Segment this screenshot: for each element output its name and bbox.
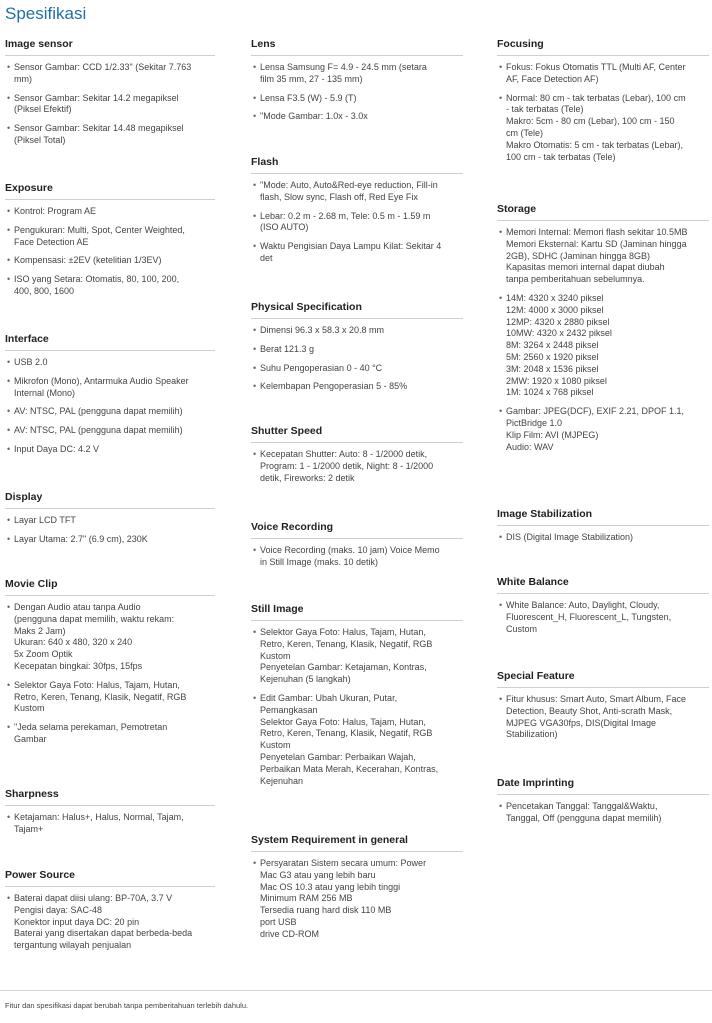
spec-line: tanpa pemberitahuan sebelumnya. bbox=[506, 274, 645, 285]
spec-line: Stabilization) bbox=[506, 729, 558, 740]
spec-item bbox=[251, 62, 463, 86]
spec-item bbox=[5, 515, 215, 527]
spec-list bbox=[497, 227, 709, 453]
spec-item bbox=[251, 111, 463, 123]
spec-line: Kecepatan bingkai: 30fps, 15fps bbox=[14, 660, 143, 671]
spec-line: Custom bbox=[506, 623, 538, 634]
spec-item bbox=[5, 534, 215, 546]
spec-line: • Kelembapan Pengoperasian 5 - 85% bbox=[260, 381, 408, 392]
spec-item bbox=[497, 62, 709, 86]
section-heading: Physical Specification bbox=[251, 301, 463, 319]
spec-list bbox=[497, 801, 709, 825]
spec-line: Klip Film: AVI (MJPEG) bbox=[506, 429, 599, 440]
spec-item bbox=[251, 381, 463, 393]
spec-list bbox=[497, 694, 709, 741]
spec-line: Audio: WAV bbox=[506, 441, 554, 452]
spec-line: Konektor input daya DC: 20 pin bbox=[14, 916, 140, 927]
spec-item bbox=[251, 344, 463, 356]
spec-list bbox=[5, 602, 215, 746]
section-image-sensor bbox=[5, 38, 215, 154]
spec-line: • Ketajaman: Halus+, Halus, Normal, Tajam, bbox=[14, 812, 184, 822]
spec-line: 8M: 3264 x 2448 piksel bbox=[506, 340, 599, 351]
section-sharpness bbox=[5, 788, 215, 843]
section-date-imprinting bbox=[497, 777, 709, 832]
spec-line: • DIS (Digital Image Stabilization) bbox=[506, 532, 634, 542]
spec-list bbox=[251, 858, 463, 941]
spec-line: in Still Image (maks. 10 detik) bbox=[260, 556, 379, 567]
spec-list bbox=[251, 545, 463, 569]
spec-line: • Selektor Gaya Foto: Halus, Tajam, Hutan, bbox=[260, 627, 426, 637]
section-heading: Interface bbox=[5, 333, 215, 351]
spec-item bbox=[497, 406, 709, 453]
spec-line: Kejenuhan (5 langkah) bbox=[260, 674, 351, 685]
spec-item bbox=[5, 425, 215, 437]
section-heading: White Balance bbox=[497, 576, 709, 594]
spec-line: Program: 1 - 1/2000 detik, Night: 8 - 1/2000 bbox=[260, 460, 434, 471]
spec-line: • Suhu Pengoperasian 0 - 40 °C bbox=[260, 362, 383, 373]
section-physical bbox=[251, 301, 463, 400]
spec-line: • Berat 121.3 g bbox=[260, 343, 315, 354]
spec-item bbox=[251, 363, 463, 375]
section-white-balance bbox=[497, 576, 709, 642]
spec-item bbox=[5, 255, 215, 267]
spec-line: Tanggal, Off (pengguna dapat memilih) bbox=[506, 812, 662, 823]
spec-line: mm) bbox=[14, 73, 32, 84]
spec-line: • ISO yang Setara: Otomatis, 80, 100, 200, bbox=[14, 274, 180, 285]
spec-item bbox=[497, 227, 709, 286]
spec-item bbox=[497, 93, 709, 164]
section-system-requirement bbox=[251, 834, 463, 948]
spec-item bbox=[5, 722, 215, 746]
section-heading: Image Stabilization bbox=[497, 508, 709, 526]
section-interface bbox=[5, 333, 215, 463]
section-power-source bbox=[5, 869, 215, 959]
spec-list bbox=[5, 515, 215, 546]
spec-line: port USB bbox=[260, 916, 297, 927]
spec-line: Face Detection AE bbox=[14, 236, 89, 247]
spec-line: Tersedia ruang hard disk 110 MB bbox=[260, 905, 392, 916]
spec-line: • White Balance: Auto, Daylight, Cloudy, bbox=[506, 600, 660, 610]
spec-line: Kustom bbox=[260, 650, 291, 661]
spec-item bbox=[5, 893, 215, 952]
spec-item bbox=[497, 600, 709, 635]
spec-line: • Selektor Gaya Foto: Halus, Tajam, Hutan, bbox=[14, 679, 180, 690]
spec-line: • AV: NTSC, PAL (pengguna dapat memilih) bbox=[14, 406, 183, 417]
spec-item bbox=[5, 123, 215, 147]
spec-line: • Layar LCD TFT bbox=[14, 515, 76, 525]
spec-item bbox=[5, 602, 215, 673]
spec-list bbox=[251, 627, 463, 787]
spec-list bbox=[5, 62, 215, 147]
spec-line: Maks 2 Jam) bbox=[14, 625, 66, 636]
spec-item bbox=[5, 812, 215, 836]
spec-list bbox=[497, 62, 709, 163]
spec-line: Mac G3 atau yang lebih baru bbox=[260, 869, 376, 880]
spec-line: 2MW: 1920 x 1080 piksel bbox=[506, 375, 607, 386]
spec-line: • Kecepatan Shutter: Auto: 8 - 1/2000 detik, bbox=[260, 449, 428, 459]
spec-line: (Piksel Efektif) bbox=[14, 104, 72, 115]
spec-line: 12M: 4000 x 3000 piksel bbox=[506, 304, 604, 315]
spec-item bbox=[497, 532, 709, 544]
spec-line: • USB 2.0 bbox=[14, 357, 48, 367]
spec-item bbox=[5, 680, 215, 715]
spec-line: • Dengan Audio atau tanpa Audio bbox=[14, 602, 141, 612]
section-lens bbox=[251, 38, 463, 130]
spec-line: 400, 800, 1600 bbox=[14, 285, 75, 296]
spec-line: Detection, Beauty Shot, Anti-scrath Mask, bbox=[506, 705, 673, 716]
spec-list bbox=[5, 893, 215, 952]
spec-item bbox=[251, 241, 463, 265]
spec-line: 10MW: 4320 x 2432 piksel bbox=[506, 328, 612, 339]
section-heading: Storage bbox=[497, 203, 709, 221]
section-shutter-speed bbox=[251, 425, 463, 491]
spec-line: • Voice Recording (maks. 10 jam) Voice Memo bbox=[260, 545, 440, 555]
spec-line: • Sensor Gambar: Sekitar 14.2 megapiksel bbox=[14, 92, 179, 103]
spec-list bbox=[5, 357, 215, 456]
section-heading: Display bbox=[5, 491, 215, 509]
spec-line: Retro, Keren, Tenang, Klasik, Negatif, RGB bbox=[14, 691, 187, 702]
spec-line: • Kontrol: Program AE bbox=[14, 206, 97, 216]
section-heading: Image sensor bbox=[5, 38, 215, 56]
spec-line: Makro: 5cm - 80 cm (Lebar), 100 cm - 150 bbox=[506, 116, 675, 127]
spec-list bbox=[497, 532, 709, 544]
spec-line: • Input Daya DC: 4.2 V bbox=[14, 443, 100, 454]
spec-item bbox=[5, 406, 215, 418]
spec-item bbox=[5, 444, 215, 456]
spec-line: • Fokus: Fokus Otomatis TTL (Multi AF, Center bbox=[506, 62, 686, 72]
spec-item bbox=[251, 545, 463, 569]
spec-item bbox=[251, 449, 463, 484]
spec-line: (ISO AUTO) bbox=[260, 222, 309, 233]
section-exposure bbox=[5, 182, 215, 305]
spec-line: • Lebar: 0.2 m - 2.68 m, Tele: 0.5 m - 1.59 m bbox=[260, 210, 431, 221]
spec-line: • Edit Gambar: Ubah Ukuran, Putar, bbox=[260, 692, 398, 703]
spec-line: Fluorescent_H, Fluorescent_L, Tungsten, bbox=[506, 611, 672, 622]
spec-line: • Persyaratan Sistem secara umum: Power bbox=[260, 858, 427, 868]
spec-line: Internal (Mono) bbox=[14, 387, 76, 398]
spec-line: • Waktu Pengisian Daya Lampu Kilat: Sekitar 4 bbox=[260, 241, 442, 252]
footer-note: Fitur dan spesifikasi dapat berubah tanpa pemberitahuan terlebih dahulu. bbox=[5, 1001, 249, 1010]
spec-line: • "Mode Gambar: 1.0x - 3.0x bbox=[260, 111, 368, 122]
spec-line: film 35 mm, 27 - 135 mm) bbox=[260, 73, 363, 84]
spec-line: • "Mode: Auto, Auto&Red-eye reduction, Fill-in bbox=[260, 180, 438, 190]
spec-line: Kustom bbox=[260, 740, 291, 751]
spec-line: • Dimensi 96.3 x 58.3 x 20.8 mm bbox=[260, 325, 385, 335]
section-special-feature bbox=[497, 670, 709, 748]
spec-item bbox=[497, 694, 709, 741]
spec-list bbox=[251, 180, 463, 265]
section-flash bbox=[251, 156, 463, 272]
spec-line: • Sensor Gambar: CCD 1/2.33" (Sekitar 7.763 bbox=[14, 62, 192, 72]
spec-line: • Mikrofon (Mono), Antarmuka Audio Speaker bbox=[14, 375, 189, 386]
section-heading: Focusing bbox=[497, 38, 709, 56]
spec-line: • Fitur khusus: Smart Auto, Smart Album, Face bbox=[506, 694, 687, 704]
spec-item bbox=[5, 225, 215, 249]
spec-line: • Baterai dapat diisi ulang: BP-70A, 3.7 V bbox=[14, 893, 173, 903]
spec-line: tergantung wilayah penjualan bbox=[14, 940, 132, 951]
spec-line: Makro Otomatis: 5 cm - tak terbatas (Lebar), bbox=[506, 139, 684, 150]
spec-line: • Sensor Gambar: Sekitar 14.48 megapiksel bbox=[14, 123, 184, 134]
section-heading: Lens bbox=[251, 38, 463, 56]
spec-item bbox=[5, 376, 215, 400]
section-heading: Special Feature bbox=[497, 670, 709, 688]
spec-line: • Kompensasi: ±2EV (ketelitian 1/3EV) bbox=[14, 255, 162, 266]
spec-item bbox=[5, 274, 215, 298]
spec-item bbox=[251, 93, 463, 105]
page-title: Spesifikasi bbox=[5, 4, 87, 23]
spec-item bbox=[251, 627, 463, 686]
section-heading: Date Imprinting bbox=[497, 777, 709, 795]
spec-line: Retro, Keren, Tenang, Klasik, Negatif, RGB bbox=[260, 728, 433, 739]
spec-item bbox=[251, 325, 463, 337]
spec-item bbox=[5, 357, 215, 369]
footer-divider bbox=[0, 990, 712, 991]
spec-line: - tak terbatas (Tele) bbox=[506, 104, 584, 115]
spec-item bbox=[251, 693, 463, 787]
spec-line: 100 cm - tak terbatas (Tele) bbox=[506, 151, 616, 162]
section-still-image bbox=[251, 603, 463, 794]
section-heading: Sharpness bbox=[5, 788, 215, 806]
spec-line: 3M: 2048 x 1536 piksel bbox=[506, 363, 599, 374]
spec-line: Tajam+ bbox=[14, 823, 44, 834]
spec-line: Pemangkasan bbox=[260, 704, 318, 715]
spec-line: Kustom bbox=[14, 703, 45, 714]
spec-line: • Gambar: JPEG(DCF), EXIF 2.21, DPOF 1.1, bbox=[506, 406, 685, 417]
spec-line: • Normal: 80 cm - tak terbatas (Lebar), 100 cm bbox=[506, 92, 686, 103]
spec-line: det bbox=[260, 252, 273, 263]
spec-line: • 14M: 4320 x 3240 piksel bbox=[506, 292, 604, 303]
section-heading: Power Source bbox=[5, 869, 215, 887]
spec-list bbox=[5, 812, 215, 836]
spec-item bbox=[251, 211, 463, 235]
spec-line: Baterai yang disertakan dapat berbeda-beda bbox=[14, 928, 193, 939]
spec-line: 5x Zoom Optik bbox=[14, 649, 73, 660]
spec-line: Selektor Gaya Foto: Halus, Tajam, Hutan, bbox=[260, 716, 426, 727]
spec-line: Perbaikan Mata Merah, Kecerahan, Kontras, bbox=[260, 763, 439, 774]
spec-line: Pengisi daya: SAC-48 bbox=[14, 904, 103, 915]
spec-line: 1M: 1024 x 768 piksel bbox=[506, 387, 594, 398]
spec-line: • Lensa Samsung F= 4.9 - 24.5 mm (setara bbox=[260, 62, 427, 72]
spec-item bbox=[497, 293, 709, 399]
spec-line: drive CD-ROM bbox=[260, 928, 320, 939]
section-heading: Flash bbox=[251, 156, 463, 174]
spec-line: cm (Tele) bbox=[506, 127, 544, 138]
spec-line: (pengguna dapat memilih, waktu rekam: bbox=[14, 613, 175, 624]
spec-line: Mac OS 10.3 atau yang lebih tinggi bbox=[260, 881, 401, 892]
spec-line: • Memori Internal: Memori flash sekitar 10.5MB bbox=[506, 227, 688, 237]
spec-line: Penyetelan Gambar: Ketajaman, Kontras, bbox=[260, 662, 427, 673]
spec-line: flash, Slow sync, Flash off, Red Eye Fix bbox=[260, 191, 418, 202]
section-heading: System Requirement in general bbox=[251, 834, 463, 852]
spec-line: 5M: 2560 x 1920 piksel bbox=[506, 351, 599, 362]
spec-line: • Lensa F3.5 (W) - 5.9 (T) bbox=[260, 92, 357, 103]
spec-line: (Piksel Total) bbox=[14, 134, 66, 145]
spec-line: 12MP: 4320 x 2880 piksel bbox=[506, 316, 610, 327]
spec-line: • "Jeda selama perekaman, Pemotretan bbox=[14, 722, 168, 733]
spec-line: • Pengukuran: Multi, Spot, Center Weighted, bbox=[14, 224, 185, 235]
spec-list bbox=[251, 325, 463, 393]
spec-line: Minimum RAM 256 MB bbox=[260, 893, 353, 904]
spec-list bbox=[5, 206, 215, 298]
spec-item bbox=[5, 62, 215, 86]
spec-line: • Layar Utama: 2.7" (6.9 cm), 230K bbox=[14, 533, 148, 544]
spec-item bbox=[251, 180, 463, 204]
spec-line: Ukuran: 640 x 480, 320 x 240 bbox=[14, 637, 133, 648]
spec-line: • AV: NTSC, PAL (pengguna dapat memilih) bbox=[14, 425, 183, 436]
spec-line: Penyetelan Gambar: Perbaikan Wajah, bbox=[260, 751, 416, 762]
section-movie-clip bbox=[5, 578, 215, 753]
section-image-stabilization bbox=[497, 508, 709, 551]
spec-line: PictBridge 1.0 bbox=[506, 417, 563, 428]
section-display bbox=[5, 491, 215, 553]
section-heading: Still Image bbox=[251, 603, 463, 621]
section-voice-recording bbox=[251, 521, 463, 576]
spec-line: AF, Face Detection AF) bbox=[506, 73, 599, 84]
spec-line: Memori Eksternal: Kartu SD (Jaminan hingga bbox=[506, 238, 687, 249]
section-heading: Movie Clip bbox=[5, 578, 215, 596]
section-heading: Shutter Speed bbox=[251, 425, 463, 443]
section-heading: Exposure bbox=[5, 182, 215, 200]
spec-list bbox=[497, 600, 709, 635]
section-heading: Voice Recording bbox=[251, 521, 463, 539]
spec-line: Retro, Keren, Tenang, Klasik, Negatif, RGB bbox=[260, 638, 433, 649]
spec-item bbox=[251, 858, 463, 941]
spec-line: Gambar bbox=[14, 733, 47, 744]
spec-item bbox=[5, 206, 215, 218]
spec-item bbox=[497, 801, 709, 825]
spec-line: Kejenuhan bbox=[260, 775, 304, 786]
spec-line: MJPEG VGA30fps, DIS(Digital Image bbox=[506, 717, 657, 728]
spec-line: detik, Fireworks: 2 detik bbox=[260, 472, 355, 483]
section-storage bbox=[497, 203, 709, 460]
spec-list bbox=[251, 62, 463, 123]
section-focusing bbox=[497, 38, 709, 170]
spec-item bbox=[5, 93, 215, 117]
spec-line: Kapasitas memori internal dapat diubah bbox=[506, 262, 665, 273]
spec-list bbox=[251, 449, 463, 484]
spec-line: • Pencetakan Tanggal: Tanggal&Waktu, bbox=[506, 801, 658, 811]
spec-line: 2GB), SDHC (Jaminan hingga 8GB) bbox=[506, 250, 651, 261]
